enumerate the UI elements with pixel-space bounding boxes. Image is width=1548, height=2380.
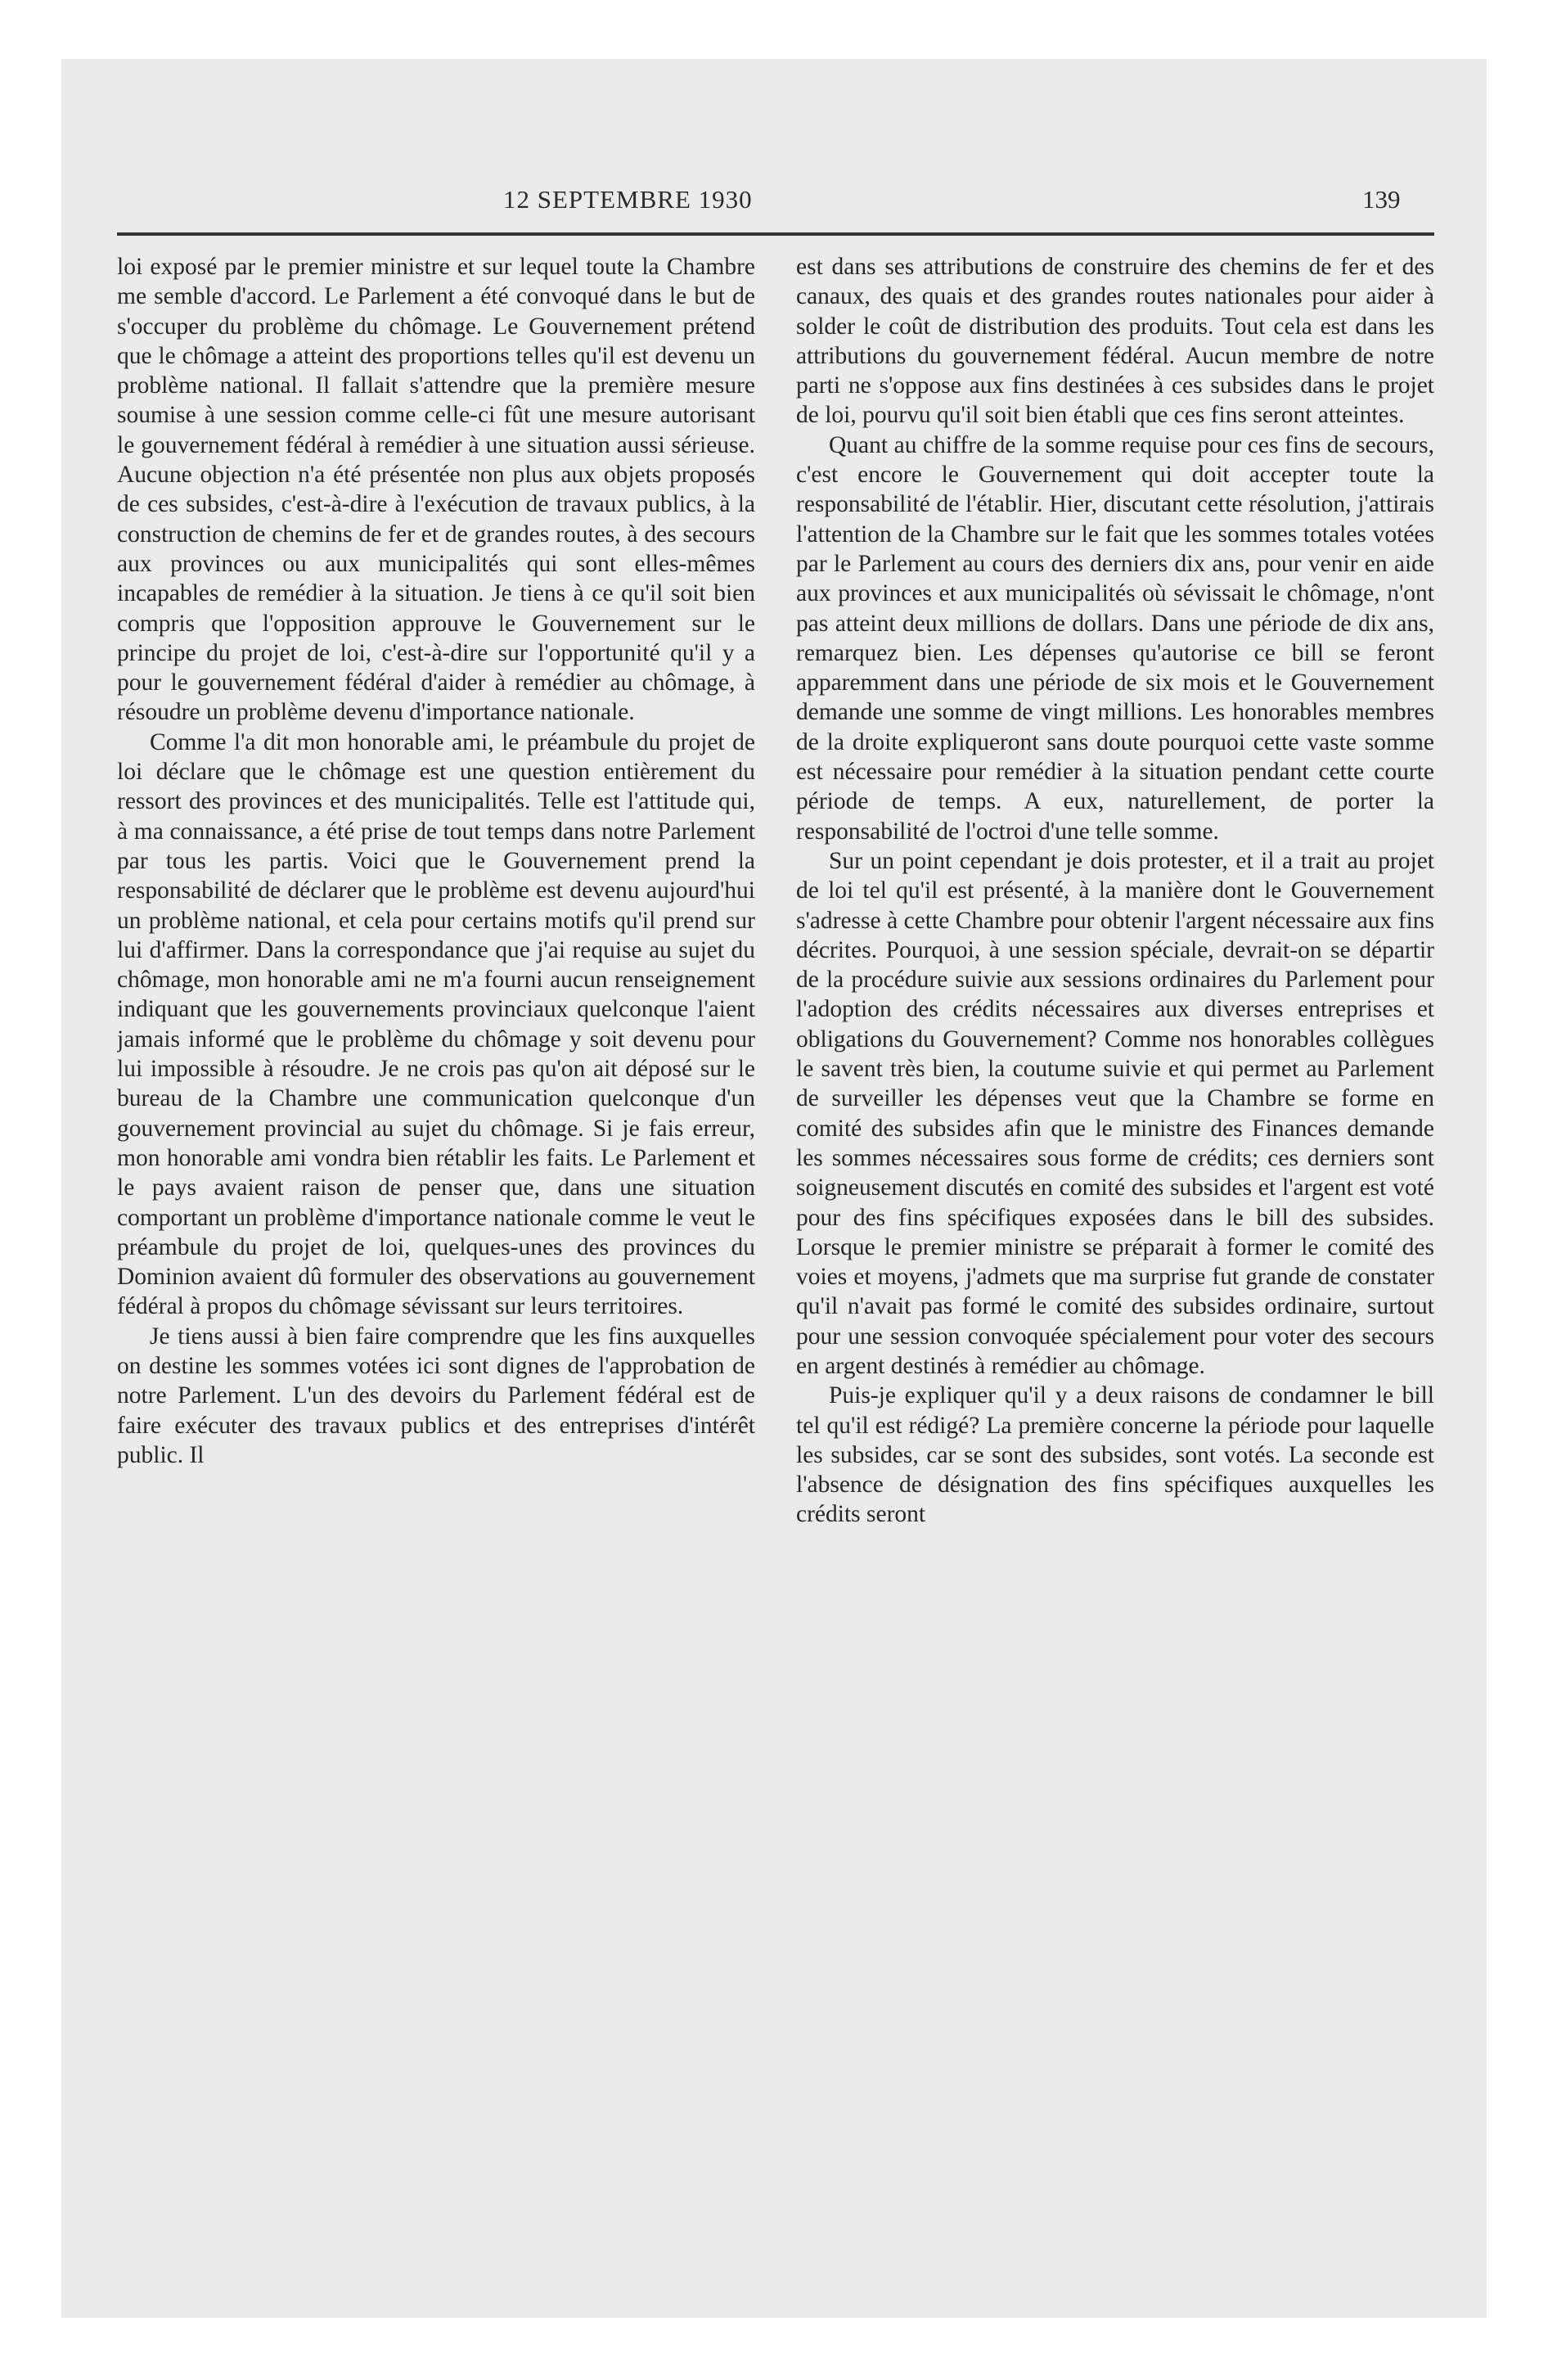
header-rule bbox=[117, 232, 1434, 236]
right-column bbox=[796, 252, 1434, 2249]
running-header bbox=[61, 178, 1487, 228]
paragraph: Puis-je expliquer qu'il y a deux raisons de condamner le bill tel qu'il est rédigé? La première concerne la période pour laquelle les subsides, car se sont des subsides, sont votés. La seconde est l'absence de désignation des fins spécifiques auxquelles les crédits seront bbox=[796, 1382, 1434, 1528]
page-number: 139 bbox=[1362, 185, 1401, 214]
paragraph: est dans ses attributions de construire des chemins de fer et des canaux, des quais et des grandes routes nationales pour aider à solder le coût de distribution des produits. Tout cela est dans les attributions du gouvernement fédéral. Aucun membre de notre parti ne s'oppose aux fins destinées à ces subsides dans le projet de loi, pourvu qu'il soit bien établi que ces fins seront atteintes. bbox=[796, 254, 1434, 429]
left-column bbox=[117, 252, 755, 2249]
document-page bbox=[61, 59, 1487, 2318]
paragraph: Sur un point cependant je dois protester, et il a trait au projet de loi tel qu'il est présenté, à la manière dont le Gouvernement s'adresse à cette Chambre pour obtenir l'argent nécessaire aux fins décrites. Pourquoi, à une session spéciale, devrait-on se départir de la procédure suivie aux sessions ordinaires du Parlement pour l'adoption des crédits nécessaires aux diverses entreprises et obligations du Gouvernement? Comme nos honorables collègues le savent très bien, la coutume suivie et qui permet au Parlement de surveiller les dépenses veut que la Chambre se forme en comité des subsides afin que le ministre des Finances demande les sommes nécessaires sous forme de crédits; ces derniers sont soigneusement discutés en comité des subsides et l'argent est voté pour des fins spécifiques exposées dans le bill des subsides. Lorsque le premier ministre se préparait à former le comité des voies et moyens, j'admets que ma surprise fut grande de constater qu'il n'avait pas formé le comité des subsides ordinaire, surtout pour une session convoquée spécialement pour voter des secours en argent destinés à remédier au chômage. bbox=[796, 847, 1434, 1379]
paragraph: Comme l'a dit mon honorable ami, le préambule du projet de loi déclare que le chômage est une question entièrement du ressort des provinces et des municipalités. Telle est l'attitude qui, à ma connaissance, a été prise de tout temps dans notre Parlement par tous les partis. Voici que le Gouvernement prend la responsabilité de déclarer que le problème est devenu aujourd'hui un problème national, et cela pour certains motifs qu'il prend sur lui d'affirmer. Dans la correspondance que j'ai requise au sujet du chômage, mon honorable ami ne m'a fourni aucun renseignement indiquant que les gouvernements provinciaux quelconque l'aient jamais informé que le problème du chômage y soit devenu pour lui impossible à résoudre. Je ne crois pas qu'on ait déposé sur le bureau de la Chambre une communication quelconque d'un gouvernement provincial au sujet du chômage. Si je fais erreur, mon honorable ami vondra bien rétablir les faits. Le Parlement et le pays avaient raison de penser que, dans une situation comportant un problème d'importance nationale comme le veut le préambule du projet de loi, quelques-unes des provinces du Dominion avaient dû formuler des observations au gouvernement fédéral à propos du chômage sévissant sur leurs territoires. bbox=[117, 728, 755, 1320]
paragraph: loi exposé par le premier ministre et sur lequel toute la Chambre me semble d'accord. Le Parlement a été convoqué dans le but de s'occuper du problème du chômage. Le Gouvernement prétend que le chômage a atteint des proportions telles qu'il est devenu un problème national. Il fallait s'attendre que la première mesure soumise à une session comme celle-ci fût une mesure autorisant le gouvernement fédéral à remédier à une situation aussi sérieuse. Aucune objection n'a été présentée non plus aux objets proposés de ces subsides, c'est-à-dire à l'exécution de travaux publics, à la construction de chemins de fer et de grandes routes, à des secours aux provinces ou aux municipalités qui sont elles-mêmes incapables de remédier à la situation. Je tiens à ce qu'il soit bien compris que l'opposition approuve le Gouvernement sur le principe du projet de loi, c'est-à-dire sur l'opportunité qu'il y a pour le gouvernement fédéral d'aider à remédier au chômage, à résoudre un problème devenu d'importance nationale. bbox=[117, 254, 755, 726]
paragraph: Je tiens aussi à bien faire comprendre que les fins auxquelles on destine les sommes votées ici sont dignes de l'approbation de notre Parlement. L'un des devoirs du Parlement fédéral est de faire exécuter des travaux publics et des entreprises d'intérêt public. Il bbox=[117, 1323, 755, 1468]
header-date: 12 SEPTEMBRE 1930 bbox=[503, 185, 753, 214]
text-columns bbox=[117, 252, 1434, 2249]
paragraph: Quant au chiffre de la somme requise pour ces fins de secours, c'est encore le Gouvernement qui doit accepter toute la responsabilité de l'établir. Hier, discutant cette résolution, j'attirais l'attention de la Chambre sur le fait que les sommes totales votées par le Parlement au cours des derniers dix ans, pour venir en aide aux provinces et aux municipalités où sévissait le chômage, n'ont pas atteint deux millions de dollars. Dans une période de dix ans, remarquez bien. Les dépenses qu'autorise ce bill se feront apparemment dans une période de six mois et le Gouvernement demande une somme de vingt millions. Les honorables membres de la droite expliqueront sans doute pourquoi cette vaste somme est nécessaire pour remédier à la situation pendant cette courte période de temps. A eux, naturellement, de porter la responsabilité de l'octroi d'une telle somme. bbox=[796, 431, 1434, 845]
